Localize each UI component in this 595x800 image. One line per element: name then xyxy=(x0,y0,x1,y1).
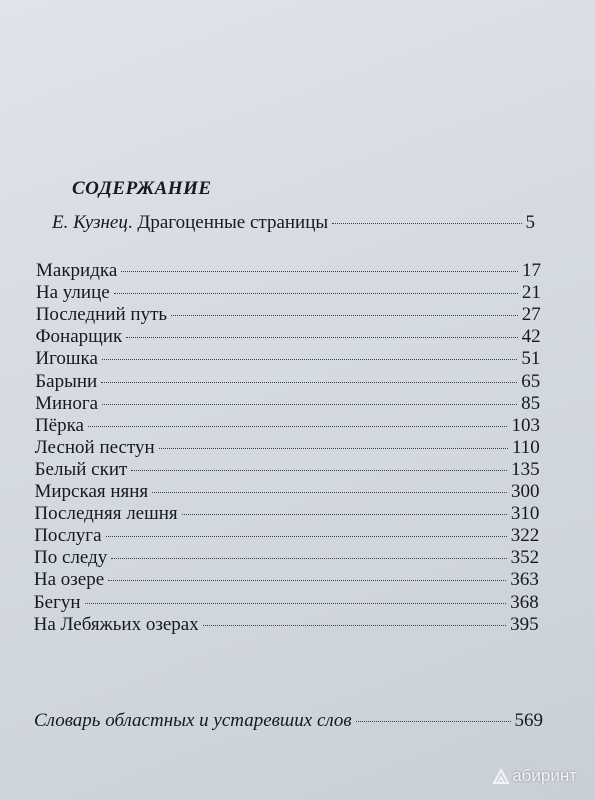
dot-leader xyxy=(88,426,507,427)
dot-leader xyxy=(126,337,517,338)
toc-entry-page: 85 xyxy=(521,392,541,414)
toc-entry-title: Мирская няня xyxy=(34,481,149,502)
toc-entry-title: Последний путь xyxy=(35,304,168,326)
toc-entry-page: 17 xyxy=(522,260,541,281)
toc-entry-title: Макридка xyxy=(36,260,118,281)
dot-leader xyxy=(182,514,507,515)
toc-entry-title: Белый скит xyxy=(34,458,128,480)
toc-entry-page: 65 xyxy=(521,370,541,392)
dot-leader xyxy=(114,293,518,294)
labyrinth-logo-icon xyxy=(492,767,510,785)
toc-entry-title: Барыни xyxy=(35,370,98,392)
toc-entry-author: Е. Кузнец xyxy=(52,212,128,233)
dot-leader xyxy=(102,359,517,360)
toc-entry-title: На Лебяжьих озерах xyxy=(33,613,199,635)
dot-leader xyxy=(121,271,518,272)
toc-entry-page: 363 xyxy=(510,569,539,591)
toc-entry-page: 300 xyxy=(511,481,540,502)
dot-leader xyxy=(102,404,517,405)
dot-leader xyxy=(108,580,506,581)
toc-entry-page: 352 xyxy=(510,547,540,569)
toc-entry-page: 135 xyxy=(511,458,540,480)
toc-entry-page: 110 xyxy=(512,436,540,458)
toc-heading: СОДЕРЖАНИЕ xyxy=(72,178,212,199)
toc-entry-title: Игошка xyxy=(35,348,98,370)
toc-entry xyxy=(0,612,595,638)
dot-leader xyxy=(131,470,507,471)
dot-leader xyxy=(356,721,511,722)
toc-entry-page: 5 xyxy=(525,212,535,233)
toc-entry-page: 103 xyxy=(511,414,540,436)
toc-entry-page: 51 xyxy=(521,348,541,370)
toc-entry-page: 42 xyxy=(521,326,541,348)
toc-entry-title: Послуга xyxy=(34,525,102,547)
toc-entry-preface xyxy=(0,210,595,236)
toc-entry-page: 395 xyxy=(510,613,539,635)
toc-entry-title: Лесной пестун xyxy=(34,436,155,458)
toc-entry-page: 27 xyxy=(521,304,541,326)
watermark-text: абиринт xyxy=(512,766,577,785)
dot-leader xyxy=(332,223,521,224)
toc-entry-title: На озере xyxy=(33,569,105,591)
toc-entry-page: 21 xyxy=(521,282,541,304)
toc-entry-title: Фонарщик xyxy=(35,326,123,348)
dot-leader xyxy=(85,603,507,604)
toc-entry-glossary xyxy=(0,708,595,734)
dot-leader xyxy=(101,382,517,383)
toc-entry-title: На улице xyxy=(35,282,110,304)
dot-leader xyxy=(203,625,506,626)
toc-entry-title: По следу xyxy=(34,547,108,569)
toc-entry-title: Словарь областных и устаревших слов xyxy=(34,710,352,731)
toc-entry-page: 322 xyxy=(510,525,540,547)
toc-entry-title: Пёрка xyxy=(34,414,84,436)
toc-entry-title xyxy=(52,210,328,236)
toc-entry-title: Минога xyxy=(35,392,99,414)
toc-entry-title: Последняя лешня xyxy=(34,503,178,525)
dot-leader xyxy=(171,315,518,316)
toc-entry-title: Бегун xyxy=(33,591,81,613)
dot-leader xyxy=(111,558,506,559)
watermark-logo xyxy=(492,766,577,786)
toc-entry-page: 569 xyxy=(514,710,543,731)
toc-entry-title-text: . Драгоценные страницы xyxy=(127,212,329,233)
dot-leader xyxy=(152,492,507,493)
toc-entry-page: 368 xyxy=(510,591,539,613)
dot-leader xyxy=(159,448,508,449)
toc-entry-page: 310 xyxy=(510,503,540,525)
dot-leader xyxy=(106,536,507,537)
